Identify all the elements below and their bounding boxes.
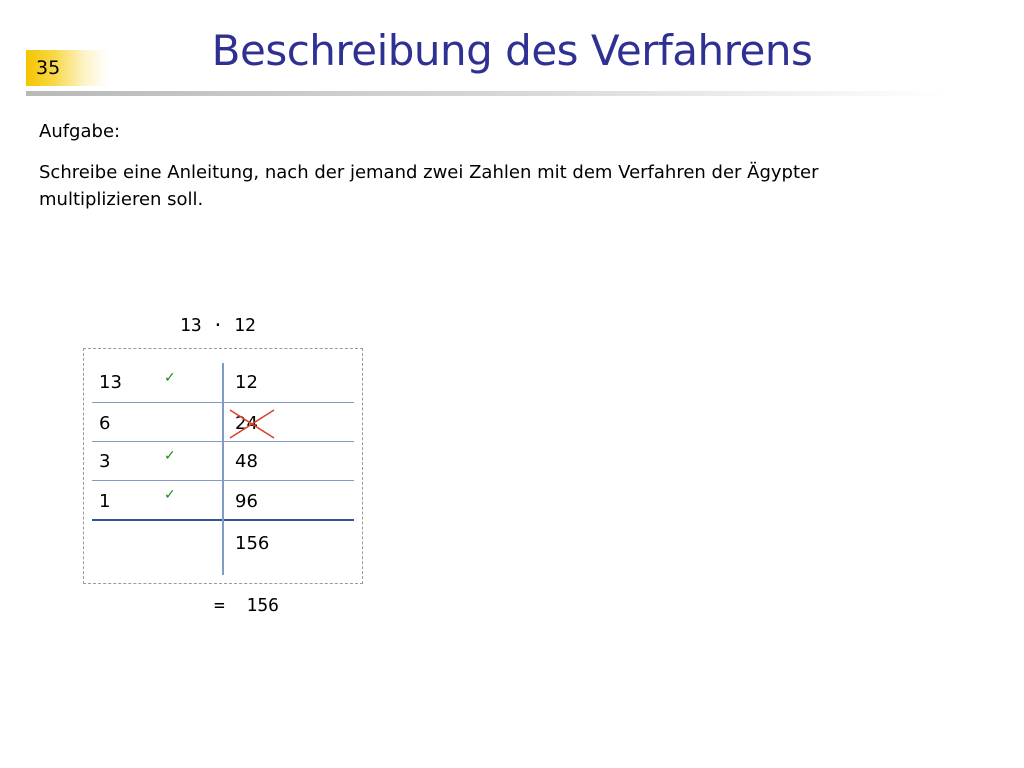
- slide-title: Beschreibung des Verfahrens: [211, 26, 813, 75]
- column-separator: [222, 363, 224, 575]
- check-icon: ✓: [164, 448, 176, 464]
- slide-number: 35: [26, 50, 108, 86]
- right-cell: 12: [235, 372, 258, 393]
- task-text: Schreibe eine Anleitung, nach der jemand zwei Zahlen mit dem Verfahren der Ägypter multiplizieren soll.: [39, 162, 819, 210]
- right-cell: 48: [235, 451, 258, 472]
- left-cell: 6: [99, 413, 111, 434]
- result: = 156: [214, 595, 280, 616]
- cross-out-icon: [228, 408, 276, 440]
- check-icon: ✓: [164, 487, 176, 503]
- left-cell: 13: [99, 372, 122, 393]
- right-cell: 24: [235, 413, 258, 434]
- multiplication-problem: 13 · 12: [180, 315, 256, 336]
- task-heading: Aufgabe:: [39, 121, 121, 142]
- title-underline: [26, 91, 946, 96]
- sum-cell: 156: [235, 533, 270, 554]
- left-cell: 3: [99, 451, 111, 472]
- check-icon: ✓: [164, 370, 176, 386]
- right-cell: 96: [235, 491, 258, 512]
- left-cell: 1: [99, 491, 111, 512]
